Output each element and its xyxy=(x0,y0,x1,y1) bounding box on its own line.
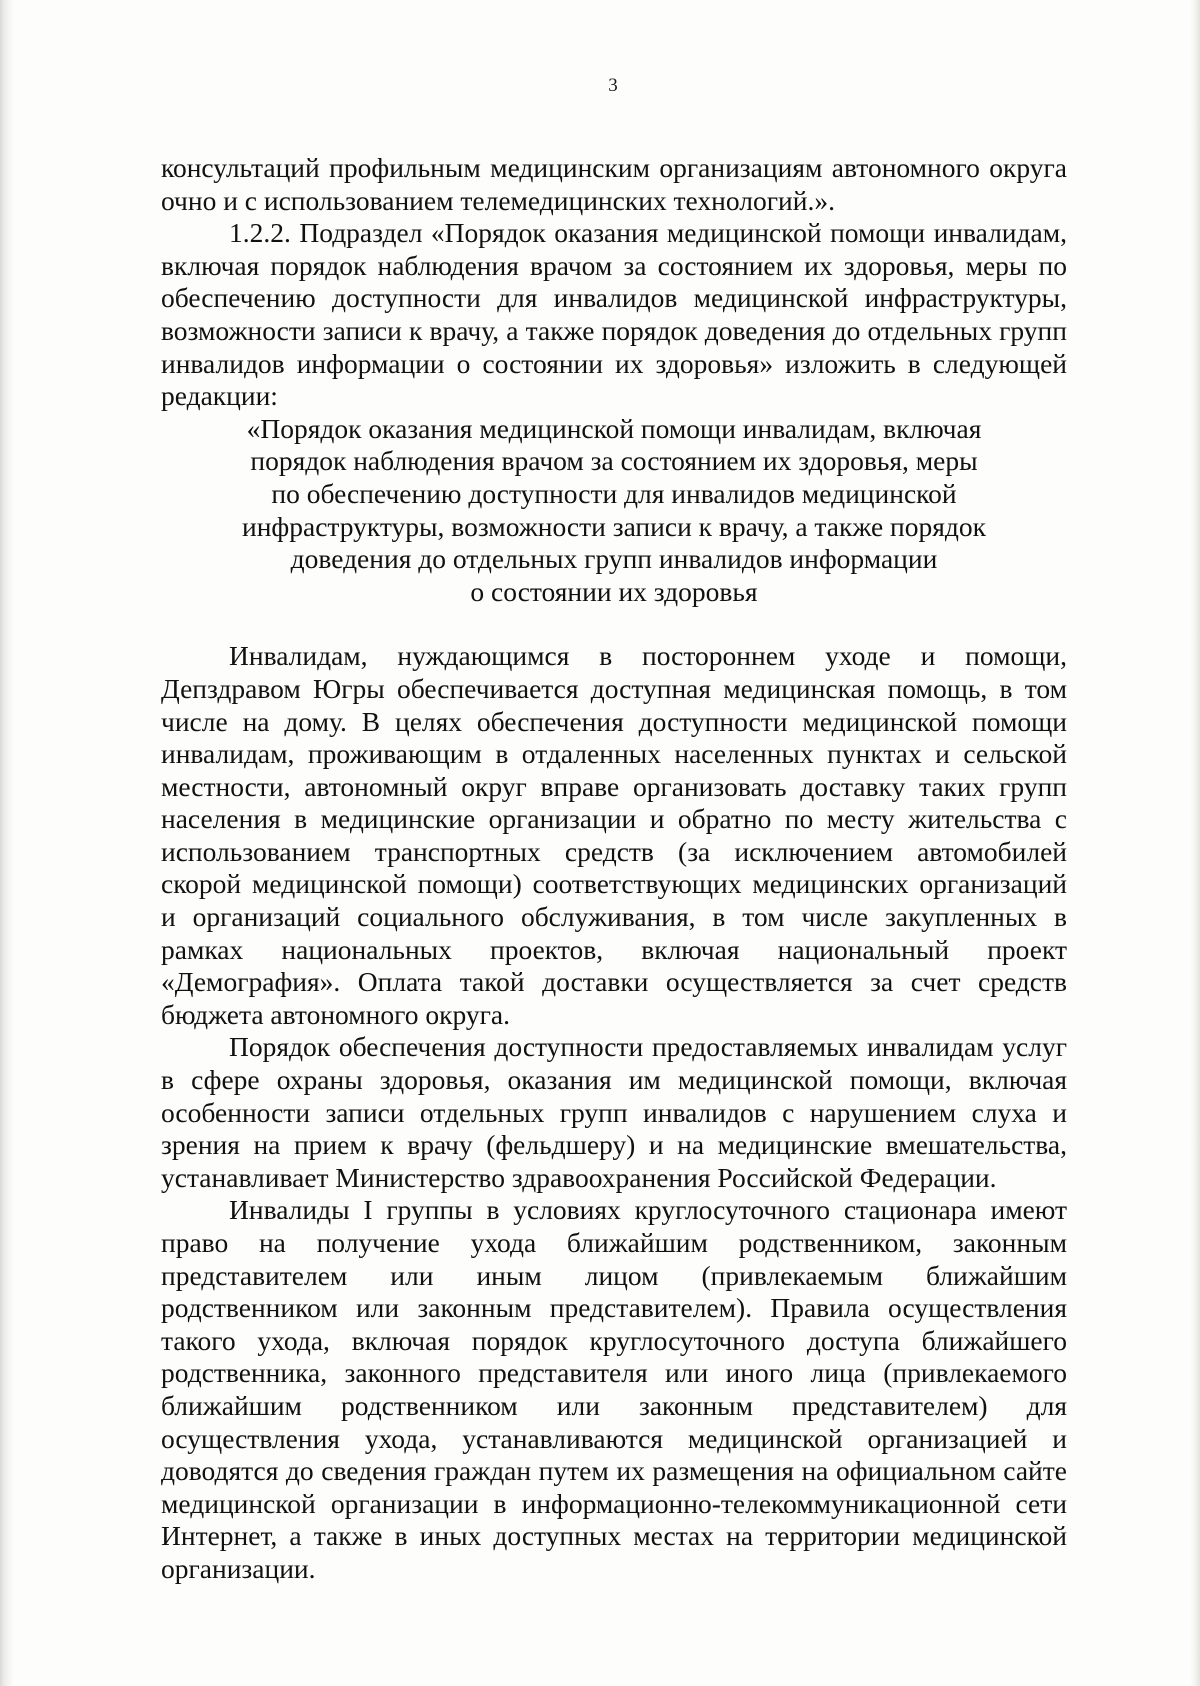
section-heading-line: доведения до отдельных групп инвалидов информации xyxy=(290,543,938,575)
section-heading-line: о состоянии их здоровья xyxy=(470,575,758,607)
document-body xyxy=(161,152,1067,1586)
body-paragraph: Инвалиды I группы в условиях круглосуточного стационара имеют право на получение ухода ближайшим родственником, законным представителем или иным лицом (привлекаемым ближайшим родственником или законным представителем). Правила осуществления такого ухода, включая порядок круглосуточного доступа ближайшего родственника, законного представителя или иного лица (привлекаемого ближайшим родственником или законным представителем) для осуществления ухода, устанавливаются медицинской организацией и доводятся до сведения граждан путем их размещения на официальном сайте медицинской организации в информационно-телекоммуникационной сети Интернет, а также в иных доступных местах на территории медицинской организации. xyxy=(161,1194,1067,1584)
scan-edge-left xyxy=(0,0,14,1686)
page-number: 3 xyxy=(608,75,618,96)
section-heading-line: «Порядок оказания медицинской помощи инвалидам, включая xyxy=(246,412,982,444)
item-paragraph-1-2-2: 1.2.2. Подраздел «Порядок оказания медицинской помощи инвалидам, включая порядок наблюдения врачом за состоянием их здоровья, меры по обеспечению доступности для инвалидов медицинской инфраструктуры, возможности записи к врачу, а также порядок доведения до отдельных групп инвалидов информации о состоянии их здоровья» изложить в следующей редакции: xyxy=(161,217,1067,412)
section-heading-line: порядок наблюдения врачом за состоянием их здоровья, меры xyxy=(250,445,978,477)
body-paragraph: Порядок обеспечения доступности предоставляемых инвалидам услуг в сфере охраны здоровья, оказания им медицинской помощи, включая особенности записи отдельных групп инвалидов с нарушением слуха и зрения на прием к врачу (фельдшеру) и на медицинские вмешательства, устанавливает Министерство здравоохранения Российской Федерации. xyxy=(161,1031,1067,1193)
section-heading xyxy=(161,413,1067,609)
section-heading-line: по обеспечению доступности для инвалидов медицинской xyxy=(271,477,957,509)
scan-edge-right xyxy=(1190,0,1200,1686)
section-heading-line: инфраструктуры, возможности записи к врачу, а также порядок xyxy=(241,510,987,542)
intro-paragraph: консультаций профильным медицинским организациям автономного округа очно и с использованием телемедицинских технологий.». xyxy=(161,152,1067,216)
body-paragraph: Инвалидам, нуждающимся в постороннем уходе и помощи, Депздравом Югры обеспечивается доступная медицинская помощь, в том числе на дому. В целях обеспечения доступности медицинской помощи инвалидам, проживающим в отдаленных населенных пунктах и сельской местности, автономный округ вправе организовать доставку таких групп населения в медицинские организации и обратно по месту жительства с использованием транспортных средств (за исключением автомобилей скорой медицинской помощи) соответствующих медицинских организаций и организаций социального обслуживания, в том числе закупленных в рамках национальных проектов, включая национальный проект «Демография». Оплата такой доставки осуществляется за счет средств бюджета автономного округа. xyxy=(161,640,1067,1030)
